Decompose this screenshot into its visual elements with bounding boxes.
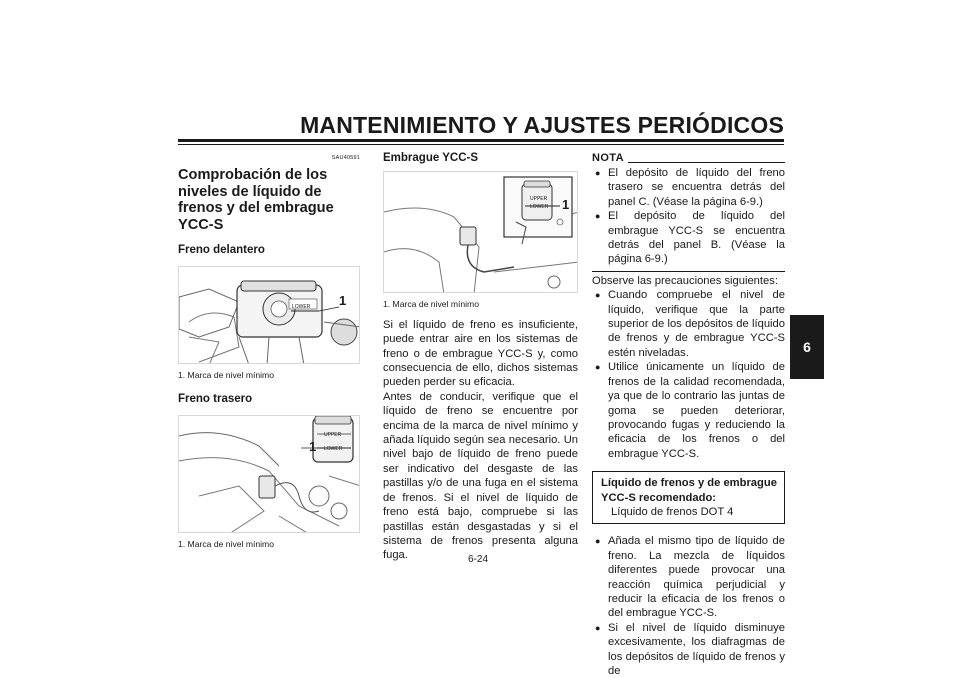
list-item: ● Añada el mismo tipo de líquido de freno. La mezcla de líquidos diferentes puede provocar una reacción química perjudicial y reducir la eficacia de los frenos o del embrague YCC-S. [592, 534, 785, 620]
spec-title: Líquido de frenos y de embrague YCC-S recomendado: [601, 477, 777, 504]
recommended-fluid-box [592, 471, 785, 524]
figure-caption: 1. Marca de nivel mínimo [178, 538, 274, 549]
page-number: 6-24 [468, 554, 489, 565]
lower-mark-label: LOWER [530, 204, 549, 211]
list-item: ● El depósito de líquido del freno trasero se encuentra detrás del panel C. (Véase la página 6-9.) [592, 166, 785, 209]
section-code: SAU40591 [331, 155, 360, 161]
column-3 [592, 151, 785, 678]
rear-brake-reservoir-image [178, 415, 360, 533]
upper-mark-label: UPPER [530, 196, 548, 203]
figure-callout: 1 [309, 438, 317, 454]
list-item: ● El depósito de líquido del embrague YCC-S se encuentra detrás del panel B. (Véase la página 6-9.) [592, 209, 785, 267]
list-item: ● Si el nivel de líquido disminuye excesivamente, los diafragmas de los depósitos de líquido de frenos y de [592, 621, 785, 678]
figure-caption: 1. Marca de nivel mínimo [383, 299, 479, 310]
chapter-tab[interactable]: 6 [790, 315, 824, 379]
note-header [592, 151, 785, 166]
rear-brake-heading: Freno trasero [178, 393, 253, 406]
lower-mark-label: LOWER [324, 445, 343, 452]
header-rule [178, 139, 784, 142]
clutch-reservoir-image [383, 171, 578, 293]
page-header-title: MANTENIMIENTO Y AJUSTES PERIÓDICOS [300, 112, 784, 138]
section-title: Comprobación de los niveles de líquido de frenos y del embrague YCC-S [178, 167, 334, 233]
note-rule [628, 162, 785, 163]
column-1 [178, 151, 360, 551]
clutch-heading: Embrague YCC-S [383, 152, 479, 164]
more-precautions-list [592, 534, 785, 678]
spec-value: Líquido de frenos DOT 4 [611, 505, 734, 518]
front-brake-heading: Freno delantero [178, 244, 265, 257]
paragraph: Si el líquido de freno es insuficiente, puede entrar aire en los sistemas de freno o de embrague YCC-S y, como consecuencia de ello, dichos sistemas pueden perder su eficacia. [383, 318, 578, 389]
column-2 [383, 151, 578, 563]
note-list [592, 166, 785, 267]
note-label: NOTA [592, 152, 624, 164]
precautions-intro: Observe las precauciones siguientes: [592, 274, 778, 287]
list-item: ● Utilice únicamente un líquido de frenos de la calidad recomendada, ya que de lo contrario las juntas de goma se pueden deteriorar, provocando fugas y reduciendo la eficacia de los frenos o del embrague YCC-S. [592, 360, 785, 461]
front-brake-reservoir-image [178, 266, 360, 364]
upper-mark-label: UPPER [324, 431, 342, 438]
note-end-rule [592, 271, 785, 272]
figure-caption: 1. Marca de nivel mínimo [178, 369, 274, 380]
lower-mark-label: LOWER [292, 303, 311, 310]
figure-callout: 1 [562, 197, 570, 213]
paragraph: Antes de conducir, verifique que el líquido de freno se encuentre por encima de la marca de nivel mínimo y añada líquido según sea necesario. Un nivel bajo de líquido de freno puede ser indicativo del desgaste de las pastillas y/o de una fuga en el sistema de frenos. Si el nivel de líquido de freno está bajo, compruebe si las pastillas están desgastadas y si el sistema de frenos presenta alguna fuga. [383, 390, 578, 562]
figure-callout: 1 [339, 292, 347, 308]
precautions-list [592, 288, 785, 461]
list-item: ● Cuando compruebe el nivel de líquido, verifique que la parte superior de los depósitos de líquido de frenos y de embrague YCC-S estén niveladas. [592, 288, 785, 360]
header-rule-thin [178, 144, 784, 145]
